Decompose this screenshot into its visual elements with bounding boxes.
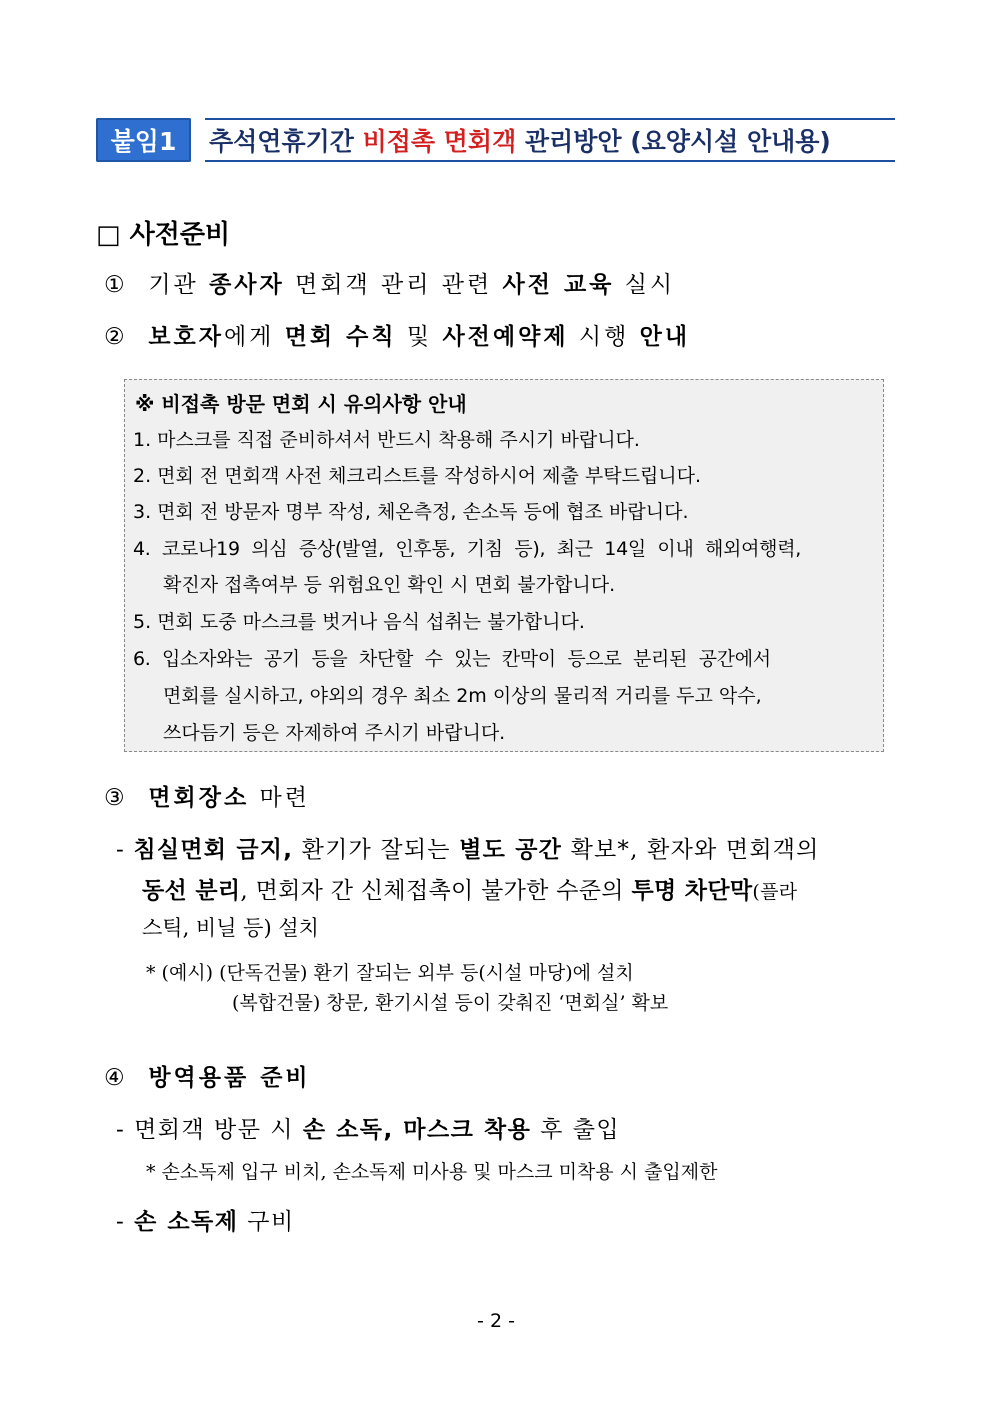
notice-line: 1. 마스크를 직접 준비하셔서 반드시 착용해 주시기 바랍니다. [133,429,640,451]
section-heading: □ 사전준비 [96,220,231,250]
item-4-text: 후 출입 [531,1117,621,1143]
item-3-line-3: 스틱, 비닐 등) 설치 [142,916,319,940]
item-4 [104,1059,311,1092]
item-3-text: , 면회자 간 신체접촉이 불가한 수준의 [240,878,632,904]
item-3-note-2: (복합건물) 창문, 환기시설 등이 갖춰진 ‘면회실’ 확보 [232,992,669,1014]
item-2-bold: 안내 [639,324,691,350]
notice-line: 5. 면회 도중 마스크를 벗거나 음식 섭취는 불가합니다. [133,611,585,633]
item-4-bold: 손 소독, 마스크 착용 [302,1117,532,1143]
notice-line: 면회를 실시하고, 야외의 경우 최소 2m 이상의 물리적 거리를 두고 악수, [163,685,762,707]
title-highlight: 비접촉 면회객 [362,127,517,156]
item-3-number: ③ [104,785,128,811]
notice-line: 확진자 접촉여부 등 위험요인 확인 시 면회 불가합니다. [163,574,616,596]
item-1-text: 면회객 관리 관련 [284,272,503,298]
item-2-number: ② [104,324,128,350]
item-2-bold: 보호자 [148,324,224,350]
item-3-text: 확보*, 환자와 면회객의 [562,837,820,863]
item-2 [104,318,690,351]
page-title [205,118,895,162]
item-2-text: 시행 [568,324,640,350]
item-4-text: 구비 [238,1209,295,1235]
notice-line: 4. 코로나19 의심 증상(발열, 인후통, 기침 등), 최근 14일 이내 해외여행력, [133,538,802,560]
item-4-line-2 [116,1203,295,1236]
item-3-line-2 [142,872,797,905]
dash-bullet: - [116,1209,135,1235]
item-2-bold: 면회 수칙 [284,324,397,350]
item-1-bold: 종사자 [209,272,285,298]
attachment-badge: 붙임1 [96,118,191,162]
dash-bullet: - [116,837,134,863]
item-3-text: (플라 [752,881,798,903]
item-3-text: 환기가 잘되는 [293,837,460,863]
item-3-bold: 별도 공간 [459,837,563,863]
item-4-bold: 손 소독제 [134,1209,239,1235]
notice-heading: ※ 비접촉 방문 면회 시 유의사항 안내 [135,392,467,416]
item-4-bold: 방역용품 준비 [148,1065,311,1091]
notice-line: 3. 면회 전 방문자 명부 작성, 체온측정, 손소독 등에 협조 바랍니다. [133,501,689,523]
notice-line: 쓰다듬기 등은 자제하여 주시기 바랍니다. [163,722,506,744]
item-4-note: * 손소독제 입구 비치, 손소독제 미사용 및 마스크 미착용 시 출입제한 [146,1161,718,1183]
item-3-bold: 면회장소 [148,785,250,811]
page-number: - 2 - [477,1310,515,1332]
dash-bullet: - [116,1117,135,1143]
item-3 [104,779,310,812]
item-3-bold: 침실면회 금지, [133,837,294,863]
item-3-bold: 투명 차단막 [631,878,753,904]
item-4-line-1 [116,1111,620,1144]
item-3-bold: 동선 분리 [142,878,241,904]
item-3-line-1 [116,831,820,864]
item-2-bold: 사전예약제 [442,324,569,350]
notice-line: 2. 면회 전 면회객 사전 체크리스트를 작성하시어 제출 부탁드립니다. [133,465,702,487]
title-part1: 추석연휴기간 [209,127,363,156]
item-2-text: 에게 [223,324,285,350]
item-4-text: 면회객 방문 시 [134,1117,303,1143]
item-1-number: ① [104,272,128,298]
item-3-note-1: * (예시) (단독건물) 환기 잘되는 외부 등(시설 마당)에 설치 [146,962,634,984]
item-3-text: 마련 [249,785,310,811]
item-2-text: 및 [396,324,443,350]
item-1-text: 실시 [614,272,676,298]
item-1-text: 기관 [148,272,210,298]
notice-box [124,379,884,752]
item-4-number: ④ [104,1065,128,1091]
item-1 [104,266,675,299]
notice-line: 6. 입소자와는 공기 등을 차단할 수 있는 칸막이 등으로 분리된 공간에서 [133,648,771,670]
item-1-bold: 사전 교육 [502,272,615,298]
title-part2: 관리방안 (요양시설 안내용) [516,127,831,156]
